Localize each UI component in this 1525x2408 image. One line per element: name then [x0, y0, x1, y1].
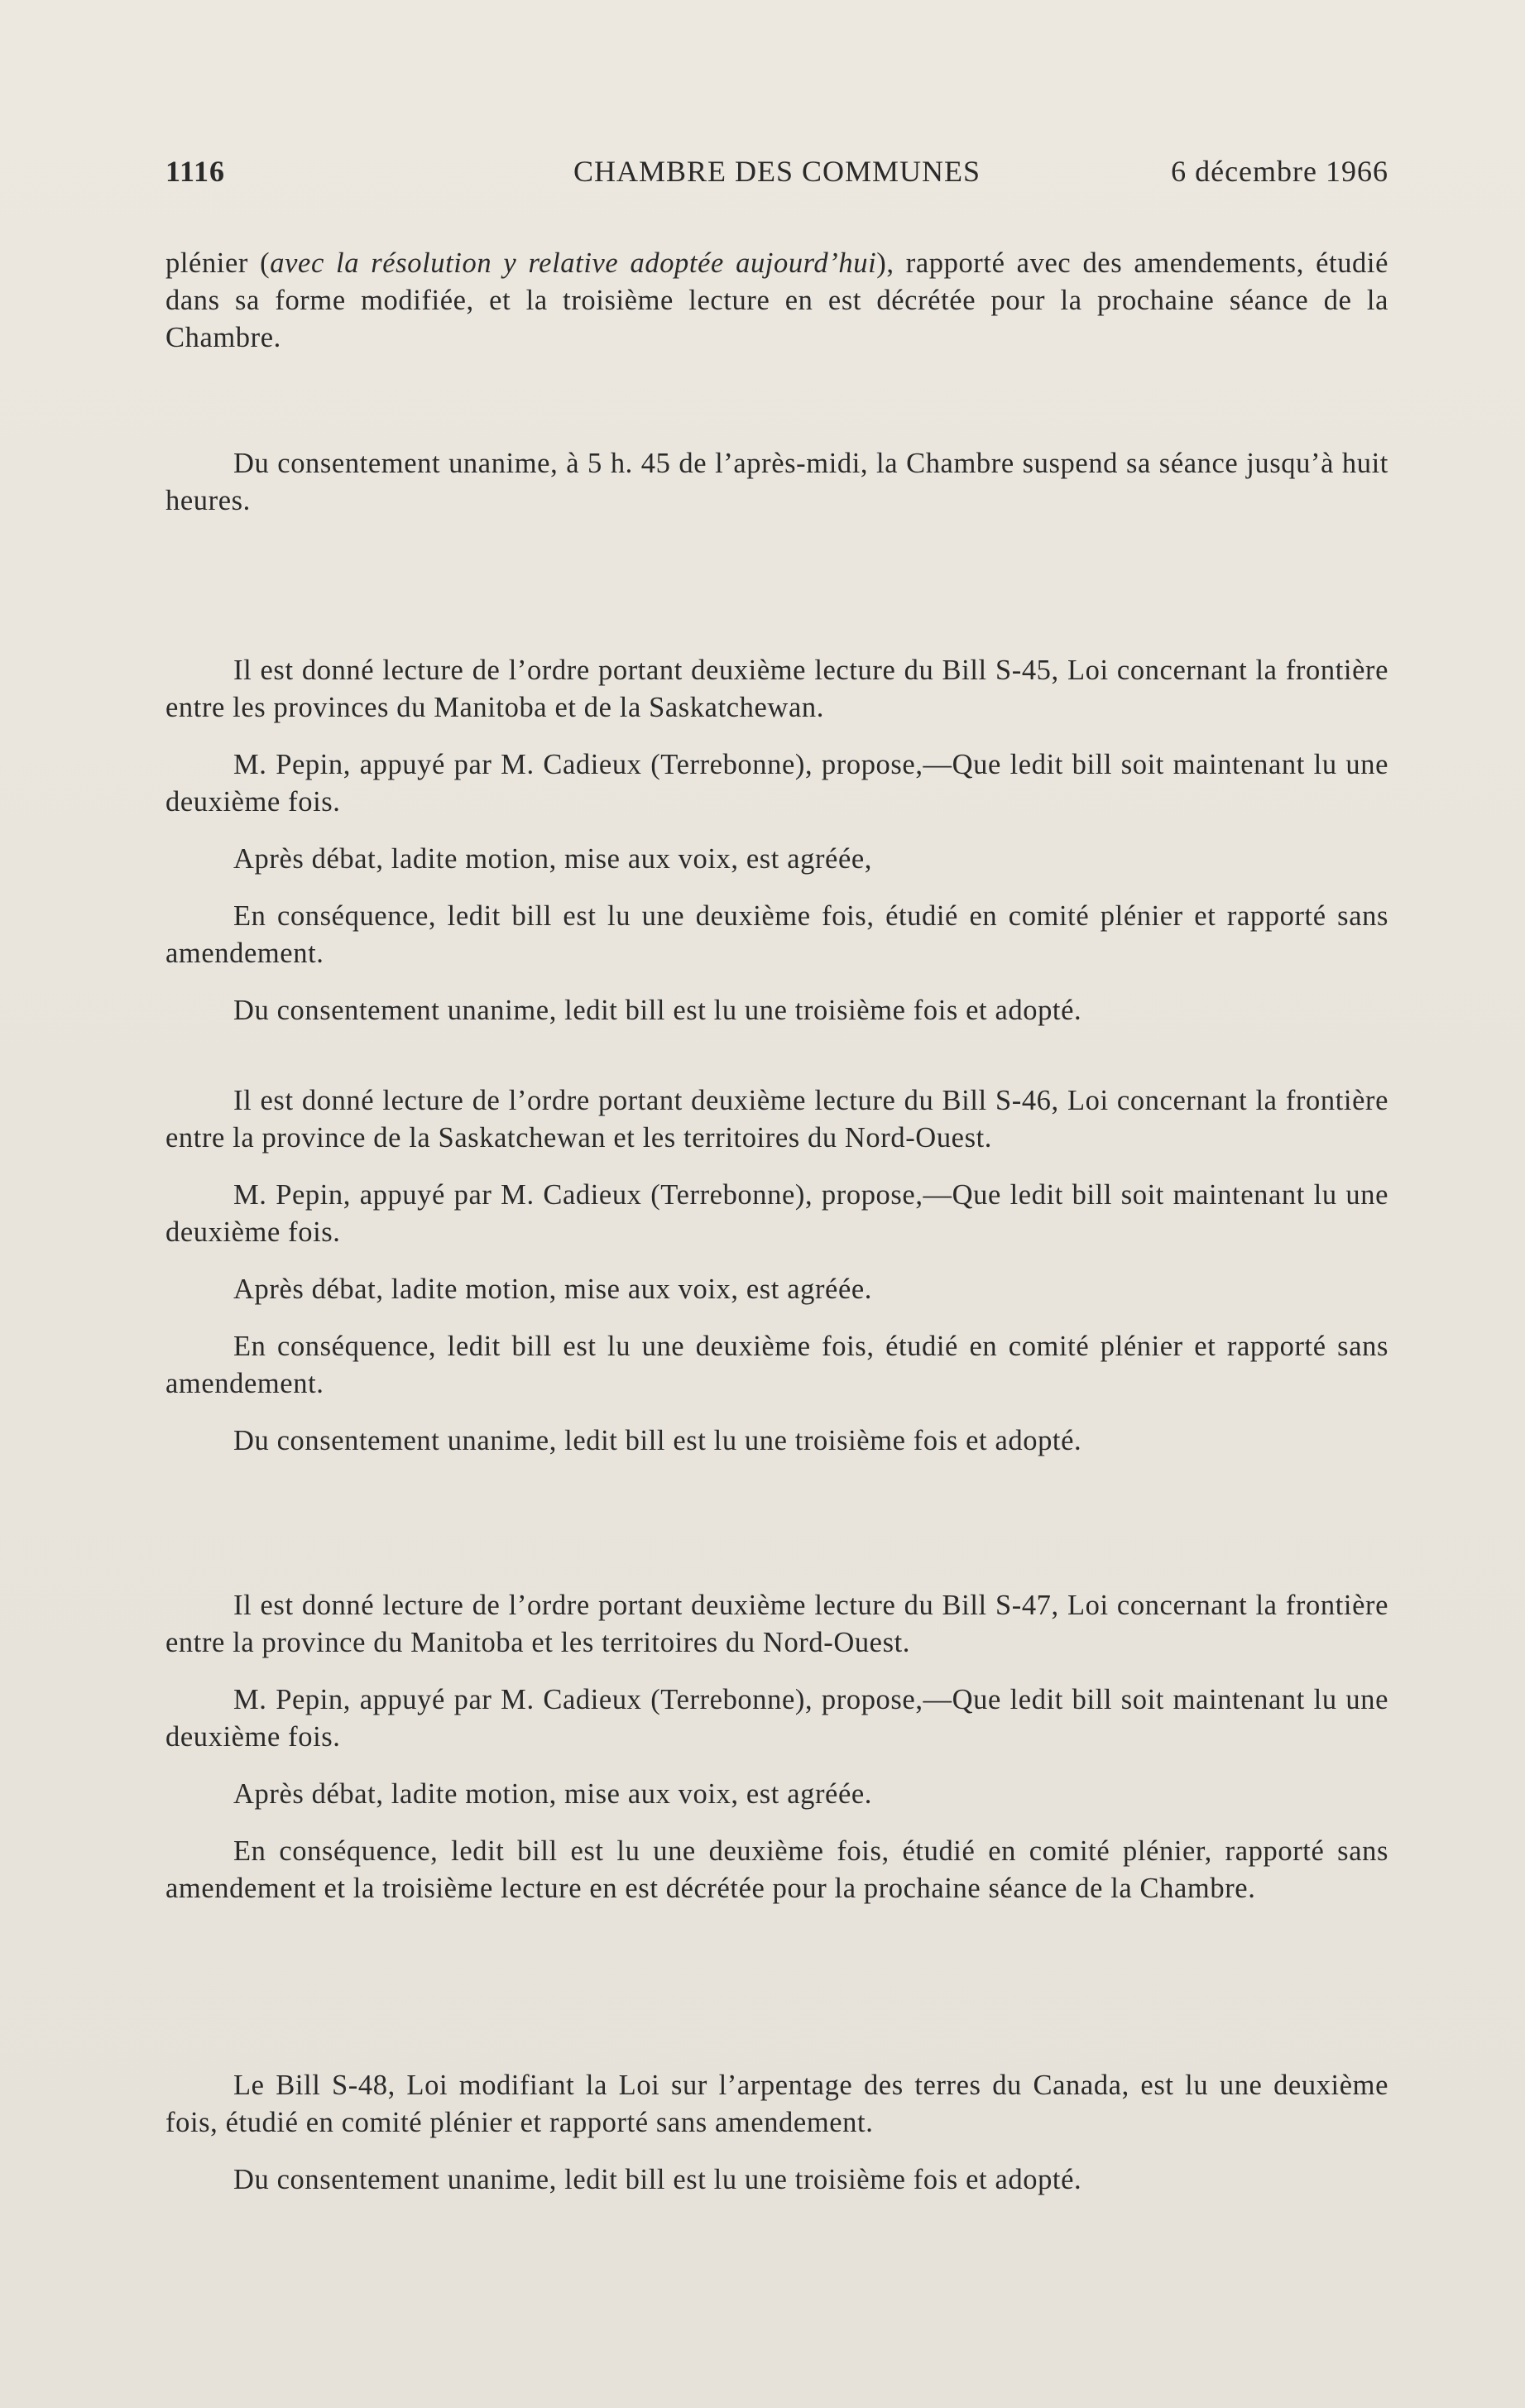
header-date: 6 décembre 1966 — [1171, 155, 1388, 188]
paragraph: Après débat, ladite motion, mise aux voix, est agréée. — [233, 1274, 873, 1305]
paragraph: En conséquence, ledit bill est lu une deuxième fois, étudié en comité plénier, rapporté sans amendement et la troisième lecture en est décrétée pour la prochaine séance de la Chambre. — [165, 1835, 1388, 1904]
paragraph: En conséquence, ledit bill est lu une deuxième fois, étudié en comité plénier et rapporté sans amendement. — [165, 900, 1388, 969]
paragraph: M. Pepin, appuyé par M. Cadieux (Terrebonne), propose,—Que ledit bill soit maintenant lu une deuxième fois. — [165, 1179, 1388, 1248]
text-block-bill-s46 — [165, 1082, 1388, 1460]
paragraph: Du consentement unanime, ledit bill est lu une troisième fois et adopté. — [233, 2164, 1082, 2195]
text-run: plénier ( — [165, 247, 271, 279]
text-run: ), rapporté avec des amendements, étudié dans sa forme modifiée, et la troisième lecture en est décrétée pour la prochaine séance de la Chambre. — [165, 247, 1388, 353]
paragraph: Du consentement unanime, à 5 h. 45 de l’après-midi, la Chambre suspend sa séance jusqu’à huit heures. — [165, 448, 1388, 516]
text-block-suspension — [165, 445, 1388, 520]
paragraph: Le Bill S-48, Loi modifiant la Loi sur l’arpentage des terres du Canada, est lu une deuxième fois, étudié en comité plénier et rapporté sans amendement. — [165, 2070, 1388, 2138]
paragraph: Après débat, ladite motion, mise aux voix, est agréée. — [233, 1778, 873, 1810]
paragraph: M. Pepin, appuyé par M. Cadieux (Terrebonne), propose,—Que ledit bill soit maintenant lu une deuxième fois. — [165, 749, 1388, 818]
paragraph: Il est donné lecture de l’ordre portant deuxième lecture du Bill S-45, Loi concernant la frontière entre les provinces du Manitoba et de la Saskatchewan. — [165, 655, 1388, 723]
page-header — [165, 154, 1388, 195]
text-block-bill-s47 — [165, 1587, 1388, 1907]
paragraph: Il est donné lecture de l’ordre portant deuxième lecture du Bill S-46, Loi concernant la frontière entre la province de la Saskatchewan et les territoires du Nord-Ouest. — [165, 1085, 1388, 1154]
paragraph — [165, 245, 1388, 357]
paragraph: Du consentement unanime, ledit bill est lu une troisième fois et adopté. — [233, 1425, 1082, 1456]
paragraph: En conséquence, ledit bill est lu une deuxième fois, étudié en comité plénier et rapporté sans amendement. — [165, 1331, 1388, 1399]
italic-text-run: avec la résolution y relative adoptée aujourd’hui — [270, 247, 877, 279]
paragraph: Après débat, ladite motion, mise aux voix, est agréée, — [233, 843, 873, 875]
text-block-bill-s48 — [165, 2067, 1388, 2199]
text-block-continuation — [165, 245, 1388, 357]
running-title: CHAMBRE DES COMMUNES — [573, 155, 981, 188]
paragraph: Il est donné lecture de l’ordre portant deuxième lecture du Bill S-47, Loi concernant la frontière entre la province du Manitoba et les territoires du Nord-Ouest. — [165, 1590, 1388, 1658]
page-number: 1116 — [165, 155, 226, 188]
paragraph: Du consentement unanime, ledit bill est lu une troisième fois et adopté. — [233, 995, 1082, 1026]
paragraph: M. Pepin, appuyé par M. Cadieux (Terrebonne), propose,—Que ledit bill soit maintenant lu une deuxième fois. — [165, 1684, 1388, 1753]
text-block-bill-s45 — [165, 652, 1388, 1029]
